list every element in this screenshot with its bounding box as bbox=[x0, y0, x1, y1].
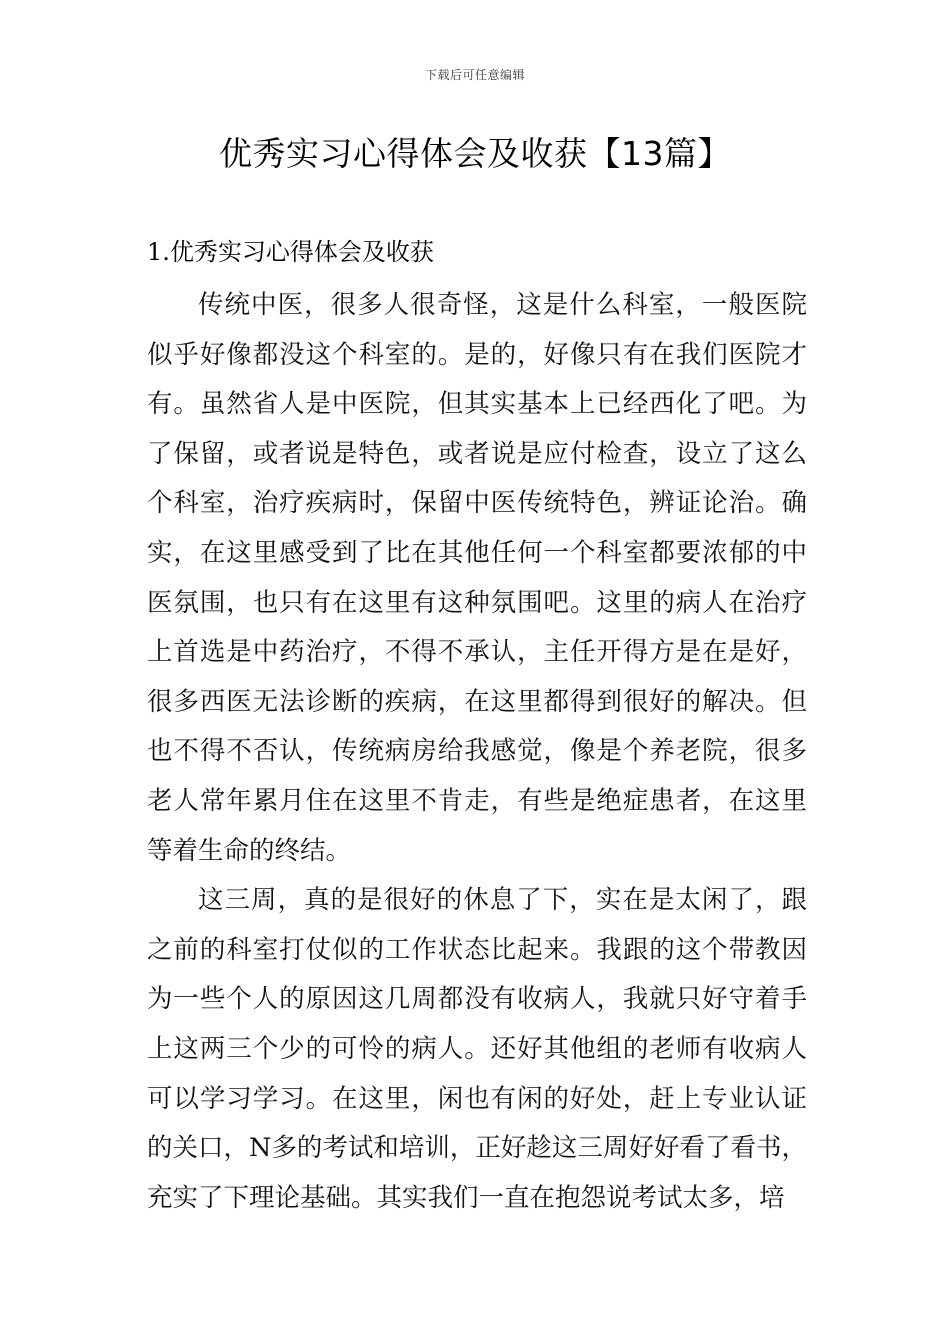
section-body bbox=[147, 281, 807, 1223]
body-paragraph: 这三周，真的是很好的休息了下，实在是太闲了，跟之前的科室打仗似的工作状态比起来。我跟的这个带教因为一些个人的原因这几周都没有收病人，我就只好守着手上这两三个少的可怜的病人。还好其他组的老师有收病人可以学习学习。在这里，闲也有闲的好处，赶上专业认证的关口，N多的考试和培训，正好趁这三周好好看了看书，充实了下理论基础。其实我们一直在抱怨说考试太多，培 bbox=[147, 885, 807, 1213]
document-title: 优秀实习心得体会及收获【13篇】 bbox=[219, 134, 731, 173]
section-heading: 1.优秀实习心得体会及收获 bbox=[147, 238, 434, 266]
header-note: 下载后可任意编辑 bbox=[424, 68, 525, 82]
body-paragraph: 传统中医，很多人很奇怪，这是什么科室，一般医院似乎好像都没这个科室的。是的，好像只有在我们医院才有。虽然省人是中医院，但其实基本上已经西化了吧。为了保留，或者说是特色，或者说是应付检查，设立了这么个科室，治疗疾病时，保留中医传统特色，辨证论治。确实，在这里感受到了比在其他任何一个科室都要浓郁的中医氛围，也只有在这里有这种氛围吧。这里的病人在治疗上首选是中药治疗，不得不承认，主任开得方是在是好，很多西医无法诊断的疾病，在这里都得到很好的解决。但也不得不否认，传统病房给我感觉，像是个养老院，很多老人常年累月住在这里不肯走，有些是绝症患者，在这里等着生命的终结。 bbox=[147, 290, 807, 866]
